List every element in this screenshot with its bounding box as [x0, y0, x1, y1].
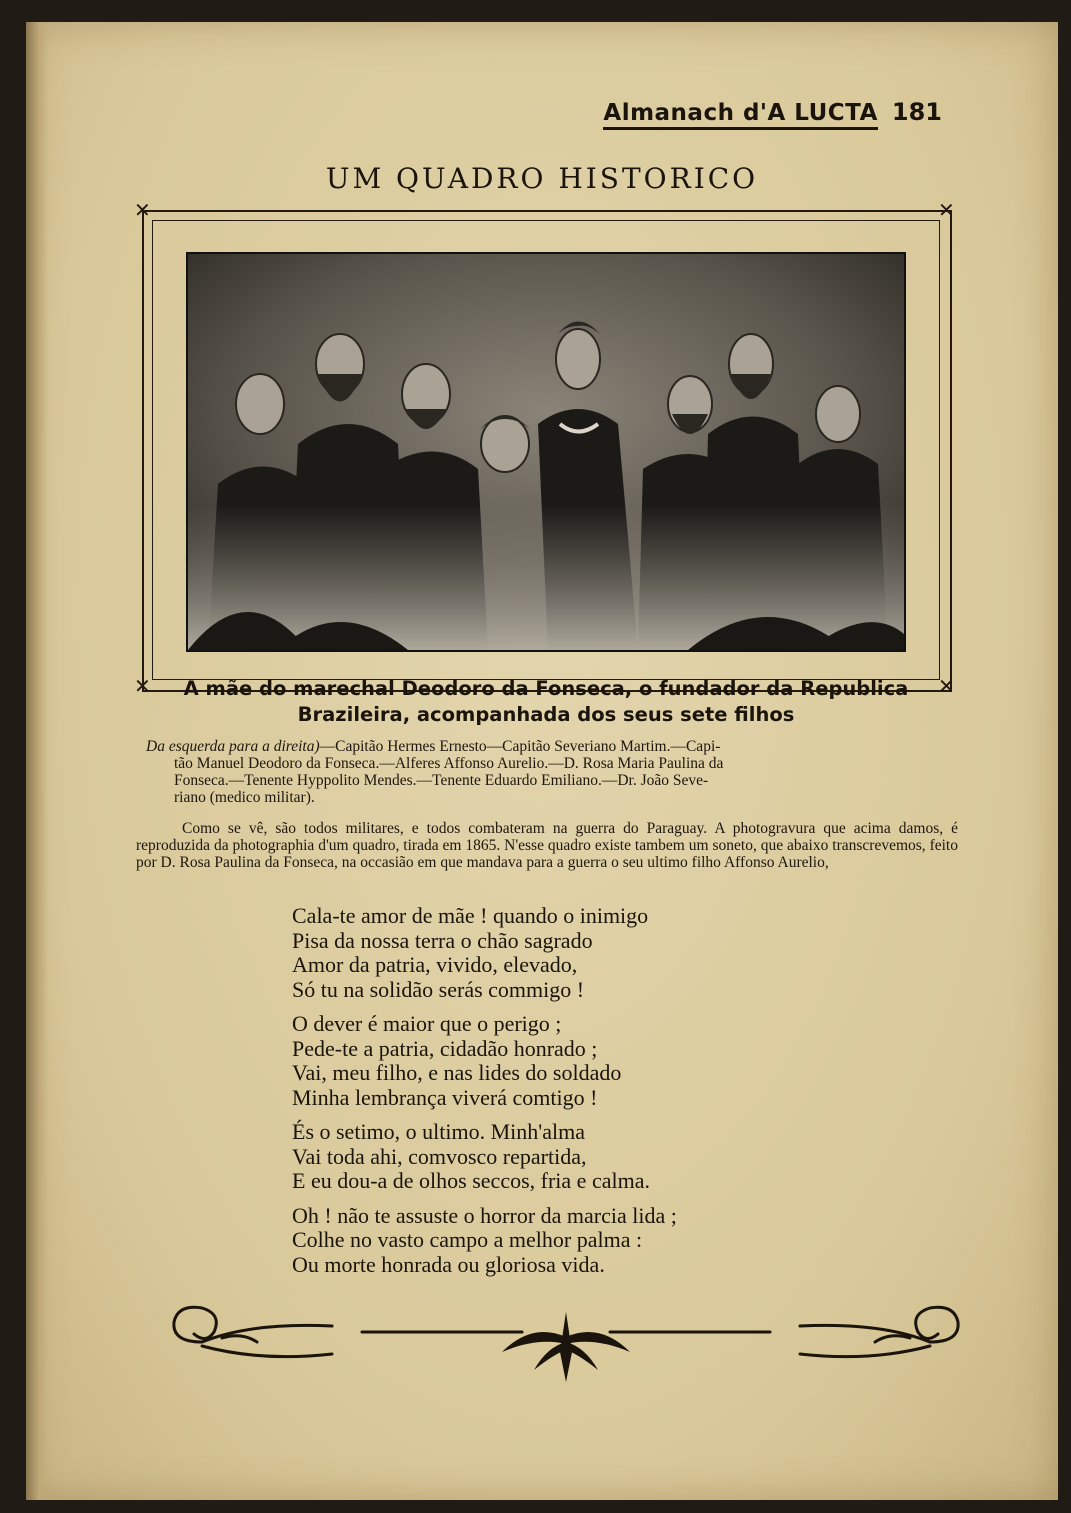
family-portrait-engraving: [186, 252, 906, 652]
verse-line: Vai, meu filho, e nas lides do soldado: [292, 1060, 622, 1085]
frame-corner-ornament-tr: ✕: [938, 198, 955, 222]
running-header: [603, 98, 942, 130]
article-title: UM QUADRO HISTORICO: [325, 162, 759, 195]
verse-line: O dever é maior que o perigo ;: [292, 1011, 562, 1036]
verse-line: Pede-te a patria, cidadão honrado ;: [292, 1035, 598, 1061]
verse-line: Cala-te amor de mãe ! quando o inimigo: [292, 903, 649, 928]
verse-line: Só tu na solidão serás commigo !: [292, 976, 585, 1002]
verse-line: Pisa da nossa terra o chão sagrado: [292, 927, 593, 953]
verse-line: Oh ! não te assuste o horror da marcia lida ;: [292, 1202, 677, 1228]
decorative-ornament: [162, 1292, 970, 1392]
verse-line: E eu dou-a de olhos seccos, fria e calma.: [292, 1168, 650, 1193]
verse-line: Amor da patria, vivido, elevado,: [292, 952, 578, 977]
portrait-caption: [156, 676, 936, 728]
page-number: 181: [891, 98, 942, 126]
credits-text: riano (medico militar).: [174, 789, 315, 806]
sonnet-stanza: [292, 1120, 852, 1194]
sonnet-stanza: [292, 1204, 852, 1278]
verse-line: Minha lembrança viverá comtigo !: [292, 1084, 598, 1110]
credits-text: tão Manuel Deodoro da Fonseca.—Alferes Affonso Aurelio.—D. Rosa Maria Paulina da: [174, 755, 724, 772]
running-title: Almanach d'A LUCTA: [603, 100, 878, 130]
portrait-credits: [146, 738, 958, 806]
credits-text: —Capitão Hermes Ernesto—Capitão Severiano Martim.—Capi-: [319, 738, 721, 755]
caption-line: A mãe do marechal Deodoro da Fonseca, o fundador da Republica: [183, 677, 909, 700]
verse-line: Ou morte honrada ou gloriosa vida.: [292, 1251, 605, 1277]
sonnet-stanza: [292, 904, 852, 1002]
almanac-page: [26, 22, 1058, 1500]
sonnet: [292, 904, 852, 1287]
sonnet-stanza: [292, 1012, 852, 1110]
credits-intro: Da esquerda para a direita): [146, 738, 320, 755]
caption-line: Brazileira, acompanhada dos seus sete filhos: [297, 703, 795, 726]
credits-text: Fonseca.—Tenente Hyppolito Mendes.—Tenente Eduardo Emiliano.—Dr. João Seve-: [174, 772, 709, 789]
page-gutter: [26, 22, 48, 1500]
frame-corner-ornament-br: ✕: [938, 674, 955, 698]
verse-line: Vai toda ahi, comvosco repartida,: [292, 1143, 587, 1169]
verse-line: És o setimo, o ultimo. Minh'alma: [292, 1119, 586, 1144]
frame-corner-ornament-tl: ✕: [134, 198, 151, 222]
frame-corner-ornament-bl: ✕: [134, 674, 151, 698]
body-paragraph: Como se vê, são todos militares, e todos combateram na guerra do Paraguay. A photogravura que acima damos, é reproduzida da photographia d'um quadro, tirada em 1865. N'esse quadro existe tambem um soneto, que abaixo transcrevemos, feito por D. Rosa Paulina da Fonseca, na occasião em que mandava para a guerra o seu ultimo filho Affonso Aurelio,: [136, 820, 958, 871]
verse-line: Colhe no vasto campo a melhor palma :: [292, 1227, 643, 1252]
